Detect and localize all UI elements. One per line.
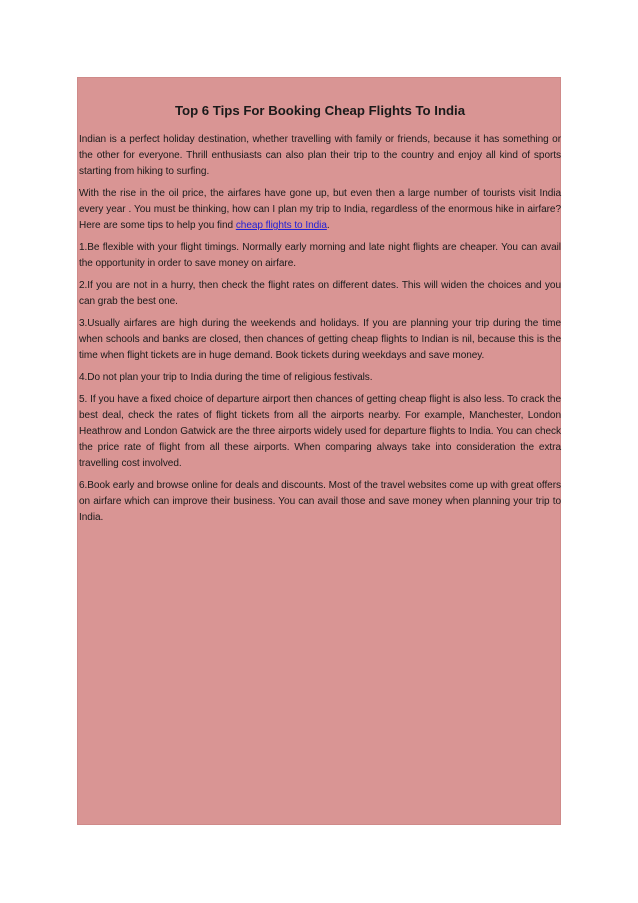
paragraph-oil-price [79, 186, 561, 234]
tip-3: 3.Usually airfares are high during the weekends and holidays. If you are planning your trip during the time when schools and banks are closed, then chances of getting cheap flights to Indian is nil, because this is the time when flight tickets are in huge demand. Book tickets during weekdays and save money. [79, 318, 561, 361]
tip-6: 6.Book early and browse online for deals and discounts. Most of the travel websites come up with great offers on airfare which can improve their business. You can avail those and save money when planning your trip to India. [79, 480, 561, 523]
tip-1: 1.Be flexible with your flight timings. Normally early morning and late night flights are cheaper. You can avail the opportunity in order to save money on airfare. [79, 242, 561, 269]
paragraph-text: With the rise in the oil price, the airfares have gone up, but even then a large number of tourists visit India every year . You must be thinking, how can I plan my trip to India, regardless of the enormous hike in airfare? Here are some tips to help you find [79, 188, 561, 231]
paragraph-intro: Indian is a perfect holiday destination, whether travelling with family or friends, because it has something or the other for everyone. Thrill enthusiasts can also plan their trip to the country and enjoy all kind of sports starting from hiking to surfing. [79, 134, 561, 177]
document-title: Top 6 Tips For Booking Cheap Flights To India [174, 103, 466, 118]
tip-4: 4.Do not plan your trip to India during the time of religious festivals. [79, 372, 373, 383]
document-content [78, 102, 562, 532]
paragraph-text-end: . [326, 220, 330, 231]
cheap-flights-link[interactable]: cheap flights to India [235, 220, 327, 231]
tip-2: 2.If you are not in a hurry, then check the flight rates on different dates. This will widen the choices and you can grab the best one. [79, 280, 561, 307]
tip-5: 5. If you have a fixed choice of departure airport then chances of getting cheap flight is also less. To crack the best deal, check the rates of flight tickets from all the airports nearby. For example, Manchester, London Heathrow and London Gatwick are the three airports widely used for departure flights to India. You can check the price rate of flight from all these airports. When comparing always take into consideration the extra travelling cost involved. [79, 394, 561, 469]
document-page [77, 77, 561, 825]
